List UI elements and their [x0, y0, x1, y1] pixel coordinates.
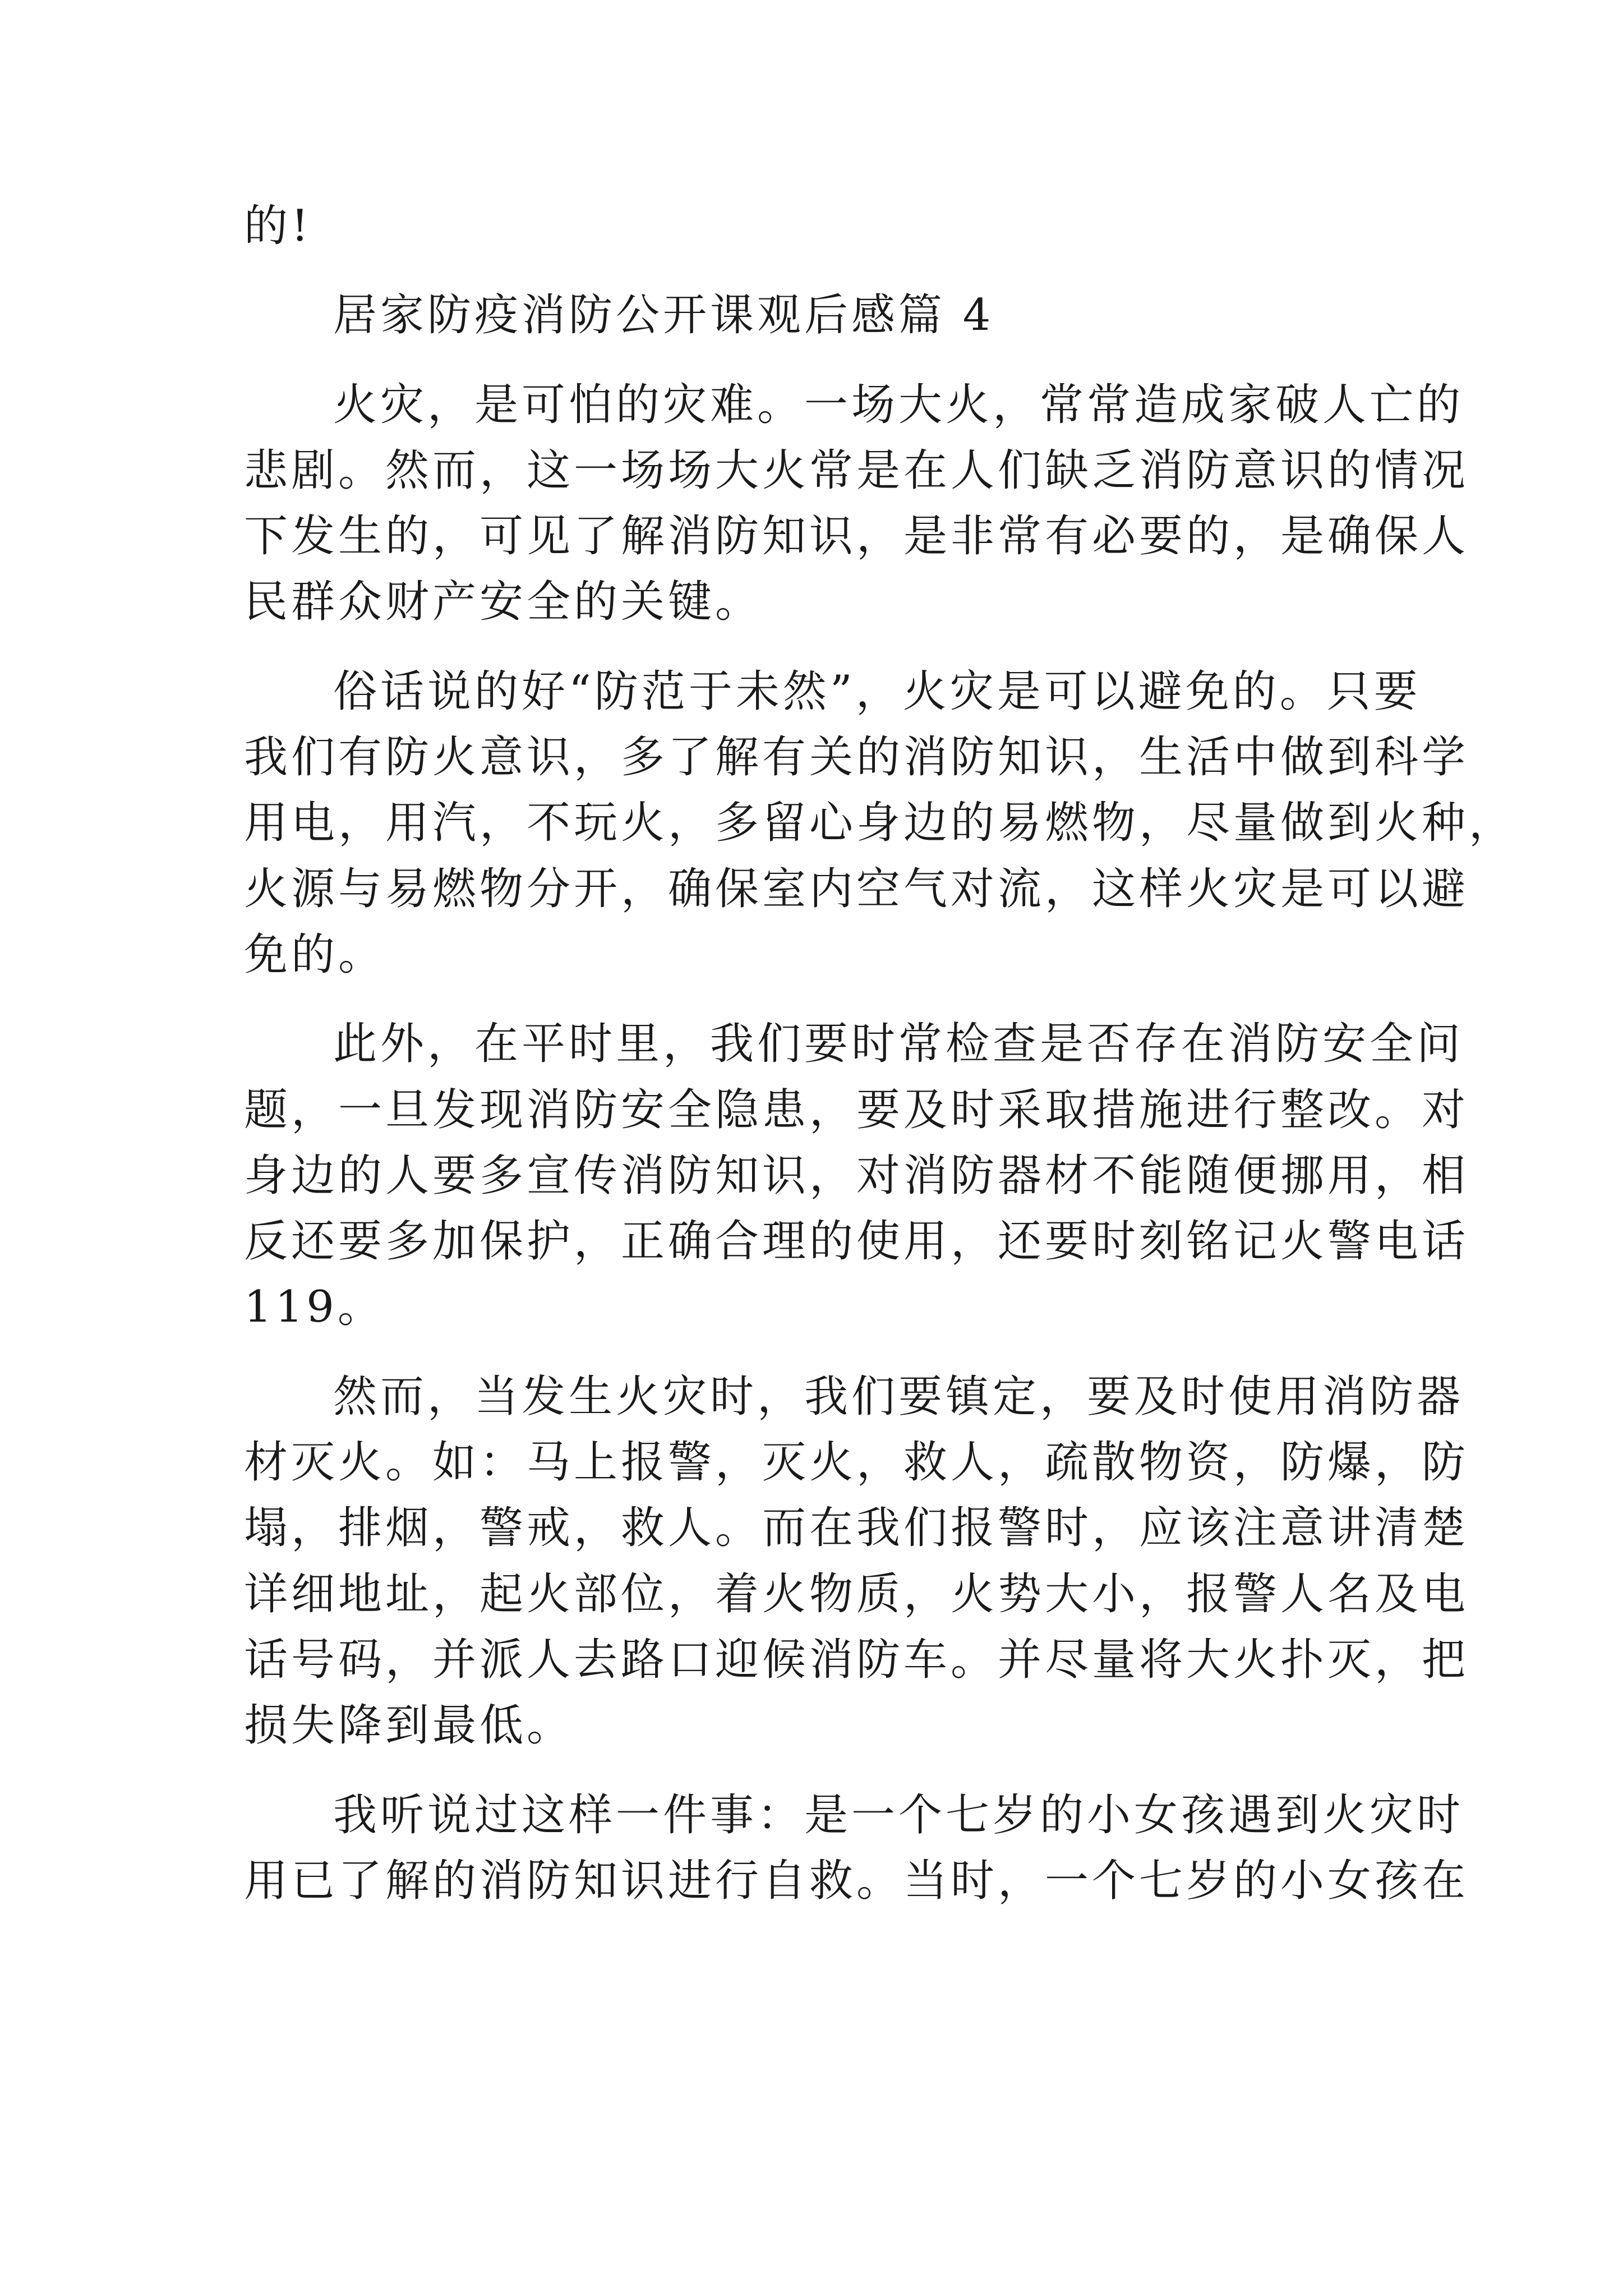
text-line: 此外，在平时里，我们要时常检查是否存在消防安全问 — [333, 1019, 1464, 1070]
text-line: 火源与易燃物分开，确保室内空气对流，这样火灾是可以避 — [244, 863, 1469, 914]
text-line: 塌，排烟，警戒，救人。而在我们报警时，应该注意讲清楚 — [244, 1503, 1469, 1554]
text-line: 用电，用汽，不玩火，多留心身边的易燃物，尽量做到火种， — [244, 798, 1516, 849]
text-line: 详细地址，起火部位，着火物质，火势大小，报警人名及电 — [244, 1568, 1469, 1619]
paragraph-4 — [244, 1364, 1469, 1759]
text-line: 然而，当发生火灾时，我们要镇定，要及时使用消防器 — [333, 1371, 1464, 1422]
section-heading: 居家防疫消防公开课观后感篇 4 — [333, 290, 994, 341]
text-line: 悲剧。然而，这一场场大火常是在人们缺乏消防意识的情况 — [244, 445, 1469, 496]
paragraph-2 — [244, 659, 1516, 988]
paragraph-3 — [244, 1011, 1469, 1340]
paragraph-5 — [244, 1783, 1469, 1915]
text-line: 的! — [244, 201, 312, 251]
text-line: 民群众财产安全的关键。 — [244, 577, 763, 628]
text-line: 免的。 — [244, 929, 386, 980]
text-line: 反还要多加保护，正确合理的使用，还要时刻铭记火警电话 — [244, 1216, 1469, 1267]
text-line: 话号码，并派人去路口迎候消防车。并尽量将大火扑灭，把 — [244, 1634, 1469, 1685]
text-line: 材灭火。如：马上报警，灭火，救人，疏散物资，防爆，防 — [244, 1437, 1469, 1488]
document-body — [244, 194, 1516, 1914]
text-line: 我们有防火意识，多了解有关的消防知识，生活中做到科学 — [244, 732, 1469, 783]
text-line: 我听说过这样一件事：是一个七岁的小女孩遇到火灾时 — [333, 1789, 1464, 1841]
text-line: 119。 — [244, 1282, 385, 1333]
text-line: 用已了解的消防知识进行自救。当时，一个七岁的小女孩在 — [244, 1855, 1469, 1906]
text-line: 俗话说的好“防范于未然”，火灾是可以避免的。只要 — [333, 666, 1421, 717]
text-line: 下发生的，可见了解消防知识，是非常有必要的，是确保人 — [244, 511, 1469, 562]
text-line: 身边的人要多宣传消防知识，对消防器材不能随便挪用，相 — [244, 1150, 1469, 1201]
text-line: 火灾，是可怕的灾难。一场大火，常常造成家破人亡的 — [333, 379, 1464, 430]
text-line: 损失降到最低。 — [244, 1700, 574, 1751]
paragraph-1 — [244, 372, 1469, 636]
text-line: 题，一旦发现消防安全隐患，要及时采取措施进行整改。对 — [244, 1084, 1469, 1135]
